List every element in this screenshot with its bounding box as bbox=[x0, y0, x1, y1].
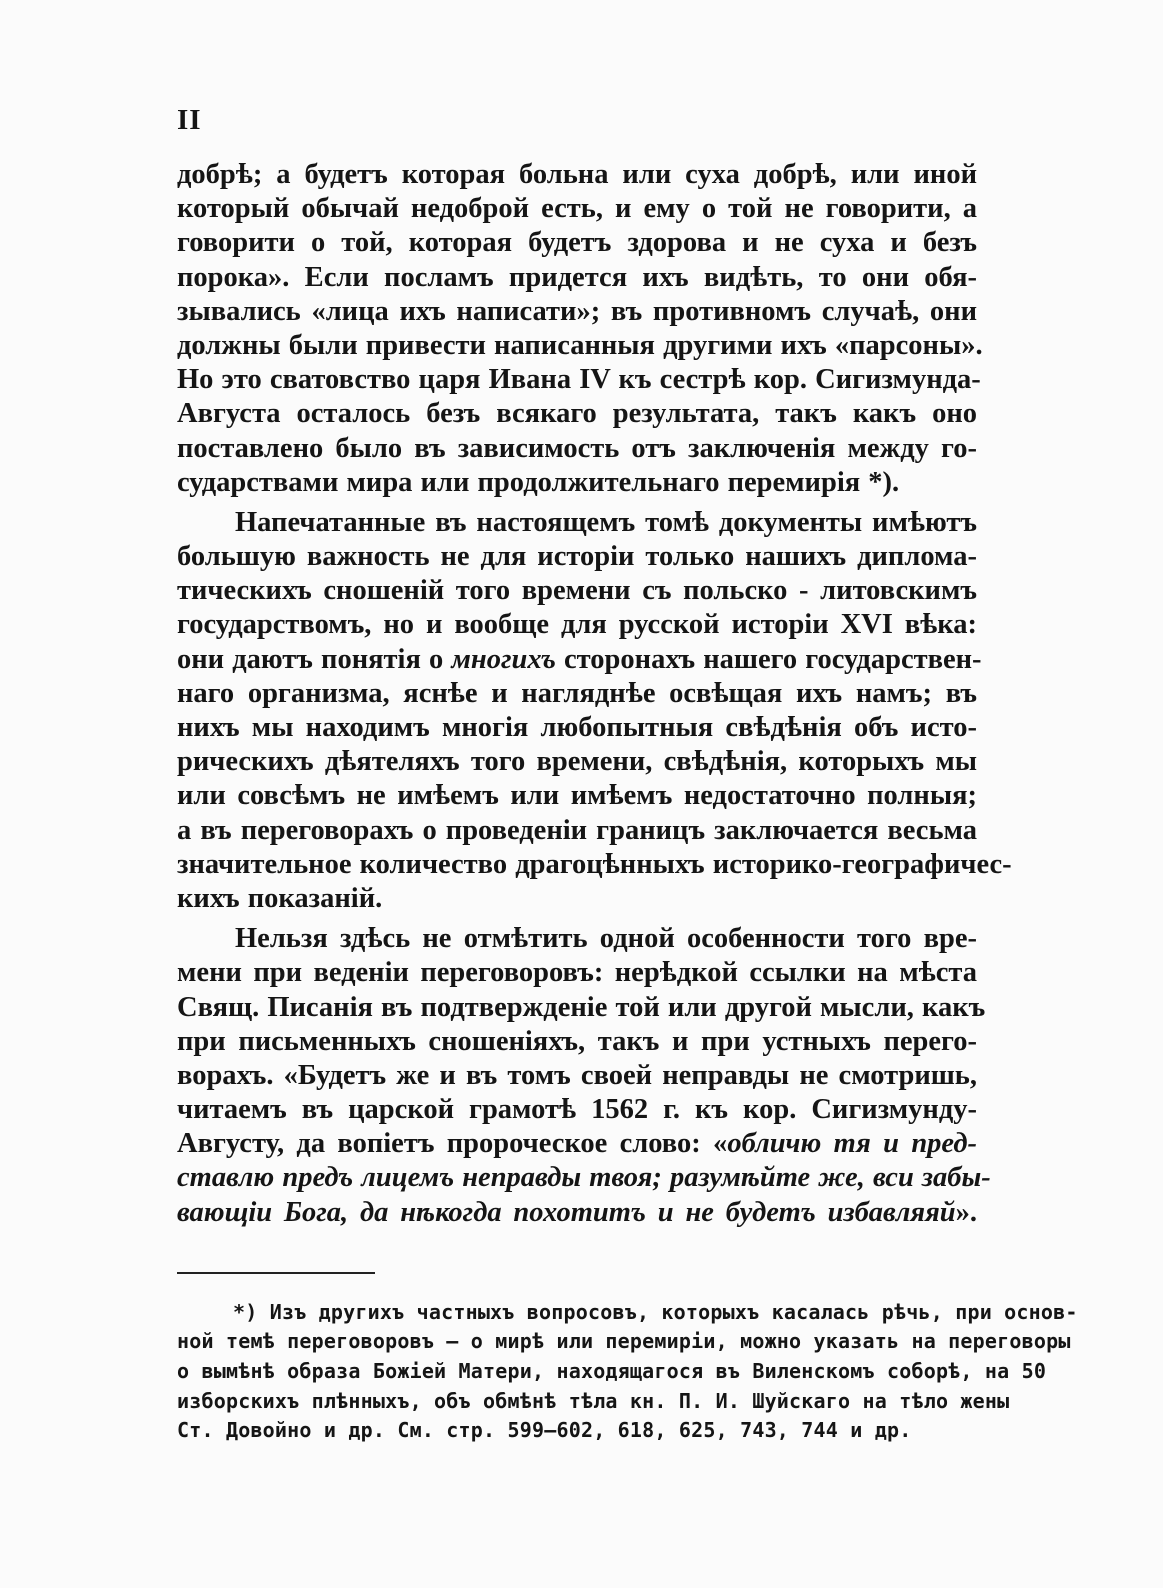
footnote bbox=[177, 1298, 1078, 1446]
text-line: говорити о той, которая будетъ здорова и не суха и безъ bbox=[177, 227, 977, 259]
text-segment: они даютъ понятія о bbox=[177, 643, 444, 675]
paragraph-1 bbox=[177, 158, 983, 500]
text-line-italic bbox=[177, 1196, 977, 1230]
footnote-line: ной темѣ переговоровъ — о мирѣ или перемиріи, можно указать на переговоры bbox=[177, 1329, 1071, 1354]
text-line-mixed bbox=[177, 643, 982, 677]
text-line: тическихъ сношеній того времени съ польско - литовскимъ bbox=[177, 575, 977, 607]
paragraph-2 bbox=[177, 506, 1012, 916]
text-line: Напечатанные въ настоящемъ томѣ документы имѣютъ bbox=[235, 506, 977, 538]
footnote-line: о вымѣнѣ образа Божіей Матери, находящагося въ Виленскомъ соборѣ, на 50 bbox=[177, 1359, 1047, 1383]
text-line: кихъ показаній. bbox=[177, 882, 383, 914]
text-segment: ». bbox=[955, 1196, 977, 1228]
text-line: порока». Если посламъ придется ихъ видѣть, то они обя- bbox=[177, 261, 977, 293]
italic-quote: вающіи Бога, да нѣкогда похотитъ и не будетъ избавляяй bbox=[177, 1196, 956, 1228]
text-line: большую важность не для исторіи только нашихъ диплома- bbox=[177, 541, 977, 573]
text-line: рическихъ дѣятеляхъ того времени, свѣдѣнія, которыхъ мы bbox=[177, 746, 977, 778]
text-line: Августа осталось безъ всякаго результата, такъ какъ оно bbox=[177, 398, 977, 430]
text-line: Свящ. Писанія въ подтвержденіе той или другой мысли, какъ bbox=[177, 991, 986, 1023]
italic-quote: обличю тя и пред- bbox=[727, 1128, 977, 1160]
footnote-line: изборскихъ плѣнныхъ, объ обмѣнѣ тѣла кн. П. И. Шуйскаго на тѣло жены bbox=[177, 1388, 1010, 1413]
text-segment: Августу, да вопіетъ пророческое слово: « bbox=[177, 1128, 728, 1160]
body-text bbox=[177, 158, 1012, 1230]
text-line: мени при веденіи переговоровъ: нерѣдкой ссылки на мѣста bbox=[177, 957, 977, 989]
text-line: ворахъ. «Будетъ же и въ томъ своей неправды не смотришь, bbox=[177, 1059, 977, 1091]
text-line: или совсѣмъ не имѣемъ или имѣемъ недостаточно полныя; bbox=[177, 780, 977, 812]
text-line: поставлено было въ зависимость отъ заключенія между го- bbox=[177, 432, 977, 464]
text-line: добрѣ; а будетъ которая больна или суха добрѣ, или иной bbox=[177, 159, 977, 190]
text-line-mixed bbox=[177, 1127, 977, 1161]
footnote-line: *) Изъ другихъ частныхъ вопросовъ, которыхъ касалась рѣчь, при основ- bbox=[233, 1299, 1078, 1324]
footnote-divider bbox=[177, 1272, 375, 1274]
text-line: зывались «лица ихъ написати»; въ противномъ случаѣ, они bbox=[177, 295, 977, 327]
text-line: читаемъ въ царской грамотѣ 1562 г. къ кор. Сигизмунду- bbox=[177, 1094, 977, 1126]
text-line: государствомъ, но и вообще для русской исторіи XVI вѣка: bbox=[177, 609, 977, 641]
text-segment: сторонахъ нашего государствен- bbox=[564, 643, 982, 675]
text-line: нихъ мы находимъ многія любопытныя свѣдѣнія объ исто- bbox=[177, 712, 977, 743]
text-line: значительное количество драгоцѣнныхъ историко-географичес- bbox=[177, 848, 1012, 880]
text-line: который обычай недоброй есть, и ему о той не говорити, а bbox=[177, 193, 977, 225]
text-line: при письменныхъ сношеніяхъ, такъ и при устныхъ перего- bbox=[177, 1025, 977, 1057]
text-line: должны были привести написанныя другими ихъ «парсоны». bbox=[177, 329, 983, 361]
italic-quote: ставлю предъ лицемъ неправды твоя; разумѣйте же, вси забы- bbox=[177, 1162, 991, 1194]
paragraph-3 bbox=[177, 922, 991, 1230]
text-line: Но это сватовство царя Ивана IV къ сестрѣ кор. Сигизмунда- bbox=[177, 364, 981, 396]
text-line: наго организма, яснѣе и нагляднѣе освѣщая ихъ намъ; въ bbox=[177, 677, 977, 709]
text-line-italic bbox=[177, 1161, 991, 1195]
text-line: Нельзя здѣсь не отмѣтить одной особенности того вре- bbox=[235, 923, 977, 955]
text-line: сударствами мира или продолжительнаго перемирія *). bbox=[177, 466, 900, 498]
footnote-line: Ст. Довойно и др. См. стр. 599—602, 618, 625, 743, 744 и др. bbox=[177, 1418, 912, 1443]
text-line: а въ переговорахъ о проведеніи границъ заключается весьма bbox=[177, 814, 977, 846]
page-number: II bbox=[177, 104, 202, 136]
italic-emphasis: многихъ bbox=[451, 643, 556, 675]
